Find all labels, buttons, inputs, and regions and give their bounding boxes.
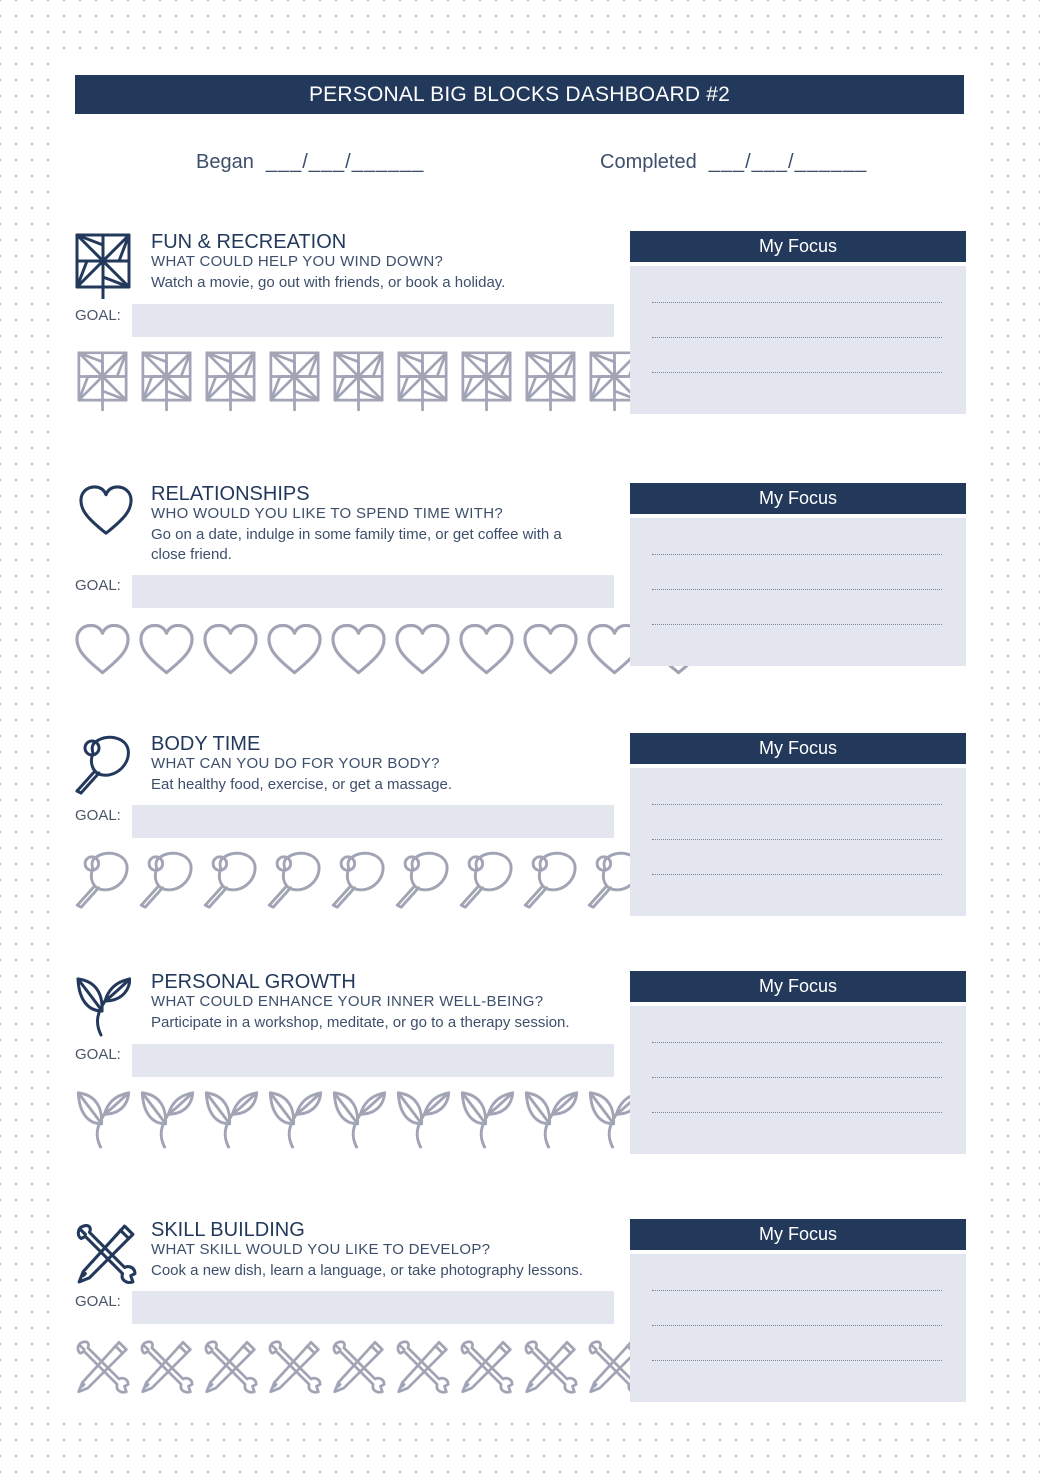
focus-line xyxy=(652,839,942,840)
focus-line xyxy=(652,874,942,875)
focus-header: My Focus xyxy=(630,231,966,262)
tracker-heart-icon[interactable] xyxy=(523,621,578,681)
focus-notes[interactable] xyxy=(630,1006,966,1154)
tools-icon xyxy=(75,1221,137,1287)
habit-tracker xyxy=(75,1337,615,1397)
goal-input[interactable] xyxy=(132,1044,614,1077)
section-example: Cook a new dish, learn a language, or take photography lessons. xyxy=(151,1262,583,1279)
tracker-sprout-icon[interactable] xyxy=(459,1089,514,1149)
habit-tracker xyxy=(75,351,615,411)
habit-tracker xyxy=(75,621,615,681)
tracker-pinwheel-icon[interactable] xyxy=(75,351,130,411)
tracker-tools-icon[interactable] xyxy=(523,1337,578,1397)
tracker-body-brush-icon[interactable] xyxy=(459,851,514,911)
section-title: PERSONAL GROWTH xyxy=(151,971,356,993)
tracker-tools-icon[interactable] xyxy=(267,1337,322,1397)
goal-label: GOAL: xyxy=(75,1293,121,1310)
tracker-pinwheel-icon[interactable] xyxy=(331,351,386,411)
focus-header: My Focus xyxy=(630,1219,966,1250)
section-question: WHAT SKILL WOULD YOU LIKE TO DEVELOP? xyxy=(151,1241,491,1258)
goal-input[interactable] xyxy=(132,575,614,608)
tracker-pinwheel-icon[interactable] xyxy=(523,351,578,411)
completed-date-blank[interactable]: ___/___/______ xyxy=(708,151,868,173)
focus-line xyxy=(652,589,942,590)
tracker-pinwheel-icon[interactable] xyxy=(395,351,450,411)
tracker-tools-icon[interactable] xyxy=(459,1337,514,1397)
tracker-body-brush-icon[interactable] xyxy=(331,851,386,911)
tracker-heart-icon[interactable] xyxy=(395,621,450,681)
focus-line xyxy=(652,372,942,373)
section-question: WHO WOULD YOU LIKE TO SPEND TIME WITH? xyxy=(151,505,504,522)
focus-line xyxy=(652,1112,942,1113)
tracker-sprout-icon[interactable] xyxy=(139,1089,194,1149)
section-example: Go on a date, indulge in some family time, or get coffee with a close friend. xyxy=(151,526,562,563)
section-fun-recreation xyxy=(0,231,1040,451)
habit-tracker xyxy=(75,851,615,911)
focus-line xyxy=(652,337,942,338)
section-title: BODY TIME xyxy=(151,733,261,755)
tracker-tools-icon[interactable] xyxy=(139,1337,194,1397)
tracker-tools-icon[interactable] xyxy=(395,1337,450,1397)
section-title: SKILL BUILDING xyxy=(151,1219,305,1241)
focus-line xyxy=(652,804,942,805)
tracker-pinwheel-icon[interactable] xyxy=(267,351,322,411)
began-date-blank[interactable]: ___/___/______ xyxy=(265,151,425,173)
tracker-sprout-icon[interactable] xyxy=(75,1089,130,1149)
focus-line xyxy=(652,302,942,303)
goal-label: GOAL: xyxy=(75,577,121,594)
goal-label: GOAL: xyxy=(75,807,121,824)
focus-line xyxy=(652,554,942,555)
focus-line xyxy=(652,1290,942,1291)
body-brush-icon xyxy=(75,733,131,799)
goal-input[interactable] xyxy=(132,805,614,838)
section-example: Eat healthy food, exercise, or get a massage. xyxy=(151,776,453,793)
tracker-heart-icon[interactable] xyxy=(203,621,258,681)
tracker-heart-icon[interactable] xyxy=(75,621,130,681)
page-title: PERSONAL BIG BLOCKS DASHBOARD #2 xyxy=(75,75,964,114)
tracker-body-brush-icon[interactable] xyxy=(75,851,130,911)
section-question: WHAT COULD HELP YOU WIND DOWN? xyxy=(151,253,444,270)
tracker-tools-icon[interactable] xyxy=(75,1337,130,1397)
tracker-pinwheel-icon[interactable] xyxy=(139,351,194,411)
tracker-heart-icon[interactable] xyxy=(459,621,514,681)
section-question: WHAT CAN YOU DO FOR YOUR BODY? xyxy=(151,755,440,772)
goal-label: GOAL: xyxy=(75,307,121,324)
tracker-body-brush-icon[interactable] xyxy=(395,851,450,911)
focus-line xyxy=(652,1360,942,1361)
tracker-sprout-icon[interactable] xyxy=(523,1089,578,1149)
tracker-body-brush-icon[interactable] xyxy=(203,851,258,911)
tracker-pinwheel-icon[interactable] xyxy=(459,351,514,411)
began-label: Began xyxy=(196,151,254,173)
focus-header: My Focus xyxy=(630,733,966,764)
goal-label: GOAL: xyxy=(75,1046,121,1063)
section-body-time xyxy=(0,733,1040,953)
tracker-heart-icon[interactable] xyxy=(139,621,194,681)
began-date xyxy=(196,151,424,174)
section-title: FUN & RECREATION xyxy=(151,231,347,253)
tracker-sprout-icon[interactable] xyxy=(395,1089,450,1149)
habit-tracker xyxy=(75,1089,615,1149)
tracker-sprout-icon[interactable] xyxy=(267,1089,322,1149)
focus-line xyxy=(652,1325,942,1326)
tracker-body-brush-icon[interactable] xyxy=(139,851,194,911)
completed-date xyxy=(600,151,867,174)
tracker-sprout-icon[interactable] xyxy=(203,1089,258,1149)
tracker-body-brush-icon[interactable] xyxy=(267,851,322,911)
focus-header: My Focus xyxy=(630,483,966,514)
focus-line xyxy=(652,1042,942,1043)
tracker-heart-icon[interactable] xyxy=(267,621,322,681)
tracker-pinwheel-icon[interactable] xyxy=(203,351,258,411)
focus-line xyxy=(652,1077,942,1078)
tracker-body-brush-icon[interactable] xyxy=(523,851,578,911)
tracker-tools-icon[interactable] xyxy=(331,1337,386,1397)
section-personal-growth xyxy=(0,971,1040,1191)
focus-notes[interactable] xyxy=(630,266,966,414)
pinwheel-icon xyxy=(75,233,131,299)
completed-label: Completed xyxy=(600,151,697,173)
focus-notes[interactable] xyxy=(630,518,966,666)
focus-header: My Focus xyxy=(630,971,966,1002)
section-relationships xyxy=(0,483,1040,703)
section-question: WHAT COULD ENHANCE YOUR INNER WELL-BEING? xyxy=(151,993,544,1010)
tracker-heart-icon[interactable] xyxy=(331,621,386,681)
tracker-sprout-icon[interactable] xyxy=(331,1089,386,1149)
focus-line xyxy=(652,624,942,625)
section-skill-building xyxy=(0,1219,1040,1439)
section-example: Watch a movie, go out with friends, or book a holiday. xyxy=(151,274,506,291)
goal-input[interactable] xyxy=(132,1291,614,1324)
tracker-tools-icon[interactable] xyxy=(203,1337,258,1397)
focus-notes[interactable] xyxy=(630,1254,966,1402)
heart-icon xyxy=(75,485,137,539)
sprout-icon xyxy=(75,973,131,1039)
focus-notes[interactable] xyxy=(630,768,966,916)
goal-input[interactable] xyxy=(132,304,614,337)
section-title: RELATIONSHIPS xyxy=(151,483,310,505)
section-example: Participate in a workshop, meditate, or go to a therapy session. xyxy=(151,1014,570,1031)
